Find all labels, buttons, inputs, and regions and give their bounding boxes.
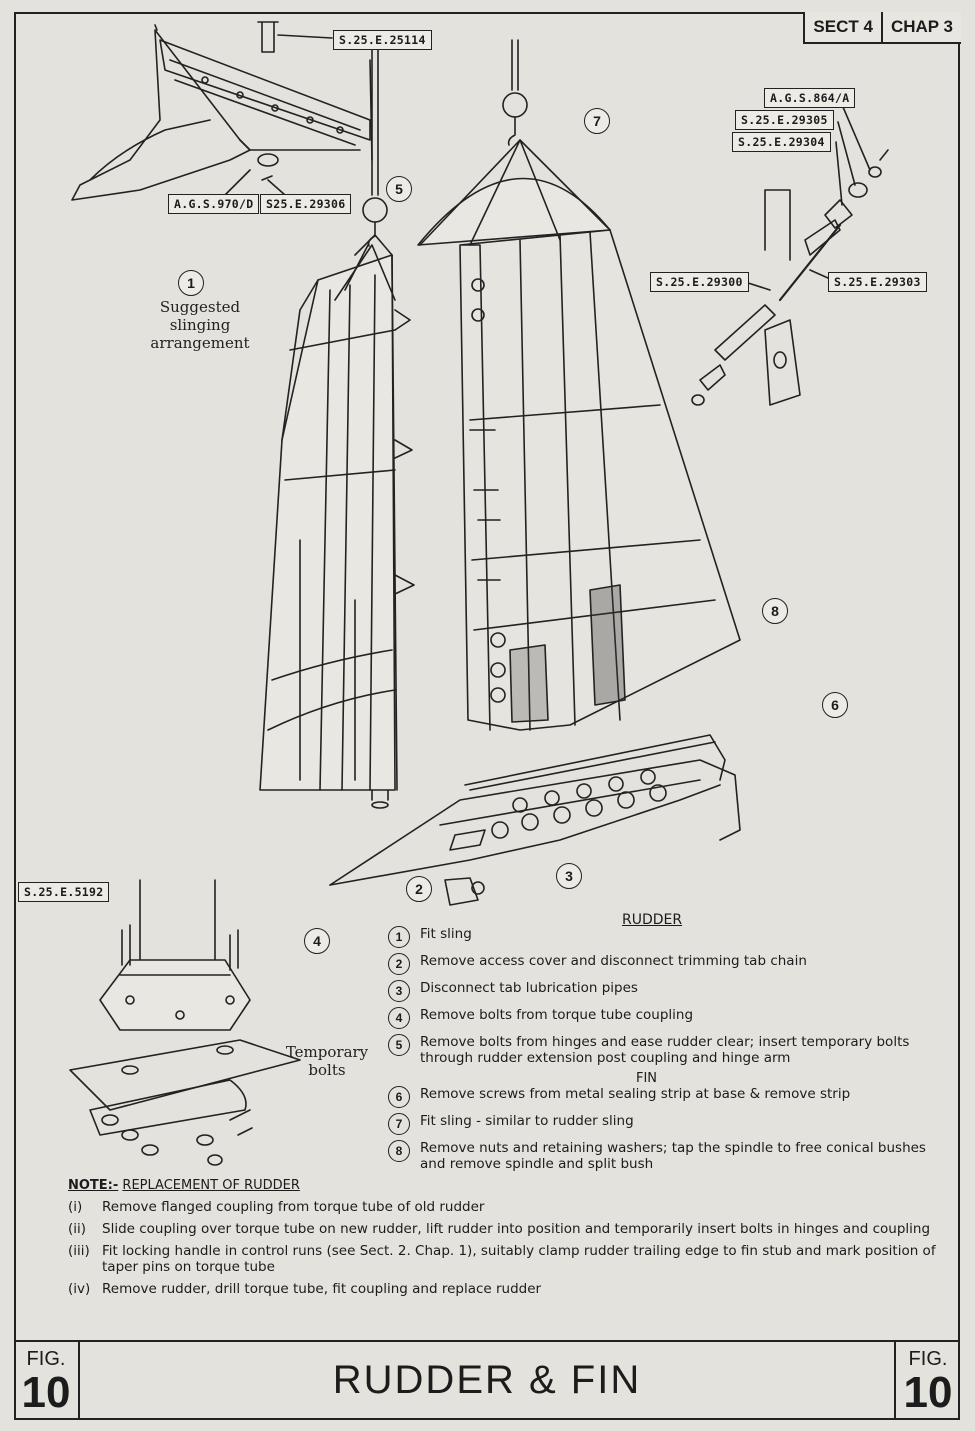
sling-annotation-line2: slinging arrangement	[150, 316, 250, 352]
part-ref-s25e5192: S.25.E.5192	[18, 882, 109, 902]
fin-hook	[503, 40, 527, 145]
note-heading	[68, 1178, 948, 1193]
chapter-label: CHAP 3	[881, 12, 961, 42]
replacement-note	[68, 1178, 948, 1297]
part-ref-s25e29306: S25.E.29306	[260, 194, 351, 214]
procedure-steps	[388, 926, 948, 1177]
note-item-number: (iii)	[68, 1243, 90, 1259]
temporary-bolts-line2: bolts	[308, 1061, 346, 1079]
leader-line	[745, 270, 828, 290]
step-item	[388, 1034, 948, 1066]
part-ref-s25e25114: S.25.E.25114	[333, 30, 432, 50]
fin-body	[418, 140, 740, 730]
callout-5: 5	[386, 176, 412, 202]
step-number: 7	[388, 1113, 410, 1135]
sling-annotation	[125, 298, 275, 352]
sling-annotation-line1: Suggested	[159, 298, 241, 316]
step-number: 8	[388, 1140, 410, 1162]
step-text: Remove bolts from hinges and ease rudder clear; insert temporary bolts through rudder extension post coupling and hinge arm	[420, 1034, 910, 1066]
part-ref-s25e29304: S.25.E.29304	[732, 132, 831, 152]
note-item	[68, 1221, 948, 1237]
part-ref-ags970d: A.G.S.970/D	[168, 194, 259, 214]
part-ref-ags864a: A.G.S.864/A	[764, 88, 855, 108]
callout-1: 1	[178, 270, 204, 296]
callout-3: 3	[556, 863, 582, 889]
fig-label-right: FIG.	[908, 1348, 948, 1370]
step-item	[388, 953, 948, 975]
step-item	[388, 1086, 948, 1108]
part-ref-s25e29305: S.25.E.29305	[735, 110, 834, 130]
note-item-number: (ii)	[68, 1221, 87, 1237]
note-item	[68, 1281, 948, 1297]
note-label: NOTE:-	[68, 1178, 119, 1193]
torque-tube-coupling	[70, 880, 300, 1165]
note-item	[68, 1243, 948, 1275]
callout-2: 2	[406, 876, 432, 902]
step-text: Fit sling	[420, 926, 472, 942]
step-item	[388, 980, 948, 1002]
note-item-number: (iv)	[68, 1281, 91, 1297]
step-number: 5	[388, 1034, 410, 1056]
step-number: 2	[388, 953, 410, 975]
temporary-bolts-line1: Temporary	[285, 1043, 369, 1061]
step-item	[388, 1140, 948, 1172]
rudder-body	[260, 235, 414, 808]
step-text: Disconnect tab lubrication pipes	[420, 980, 638, 996]
leader-line	[225, 170, 285, 195]
step-item	[388, 1113, 948, 1135]
callout-4: 4	[304, 928, 330, 954]
fin-heading: FIN	[636, 1071, 658, 1086]
section-label: SECT 4	[813, 17, 873, 36]
step-number: 1	[388, 926, 410, 948]
part-ref-s25e29303: S.25.E.29303	[828, 272, 927, 292]
callout-6: 6	[822, 692, 848, 718]
step-item	[388, 1007, 948, 1029]
note-title: REPLACEMENT OF RUDDER	[122, 1178, 300, 1193]
fig-label-left: FIG.	[26, 1348, 66, 1370]
fig-number-right: 10	[903, 1368, 953, 1417]
step-text: Remove screws from metal sealing strip at base & remove strip	[420, 1086, 851, 1102]
drawing-title: RUDDER & FIN	[332, 1358, 642, 1402]
rudder-hook	[363, 40, 387, 246]
note-item-number: (i)	[68, 1199, 83, 1215]
title-block	[14, 1340, 960, 1420]
step-text: Remove nuts and retaining washers; tap the spindle to free conical bushes and remove spindle and split bush	[420, 1140, 926, 1172]
note-item	[68, 1199, 948, 1215]
step-text: Fit sling - similar to rudder sling	[420, 1113, 634, 1129]
hinge-arm-detail	[72, 22, 372, 200]
step-number: 6	[388, 1086, 410, 1108]
part-ref-s25e29300: S.25.E.29300	[650, 272, 749, 292]
leader-line	[278, 35, 332, 38]
step-item	[388, 926, 948, 948]
note-item-text: Remove flanged coupling from torque tube of old rudder	[102, 1199, 485, 1215]
temporary-bolts-annotation	[272, 1043, 382, 1079]
fig-number-left: 10	[21, 1368, 71, 1417]
callout-8: 8	[762, 598, 788, 624]
note-item-text: Remove rudder, drill torque tube, fit coupling and replace rudder	[102, 1281, 542, 1297]
step-number: 3	[388, 980, 410, 1002]
figure-number-right	[894, 1342, 960, 1420]
step-text: Remove access cover and disconnect trimming tab chain	[420, 953, 807, 969]
leader-line	[836, 100, 870, 205]
callout-7: 7	[584, 108, 610, 134]
step-number: 4	[388, 1007, 410, 1029]
step-text: Remove bolts from torque tube coupling	[420, 1007, 694, 1023]
rudder-heading: RUDDER	[622, 912, 683, 928]
note-item-text: Fit locking handle in control runs (see Sect. 2. Chap. 1), suitably clamp rudder trailing edge to fin stub and mark position of taper pins on torque tube	[102, 1243, 936, 1275]
note-item-text: Slide coupling over torque tube on new rudder, lift rudder into position and temporarily insert bolts in hinges and coupling	[102, 1221, 931, 1237]
